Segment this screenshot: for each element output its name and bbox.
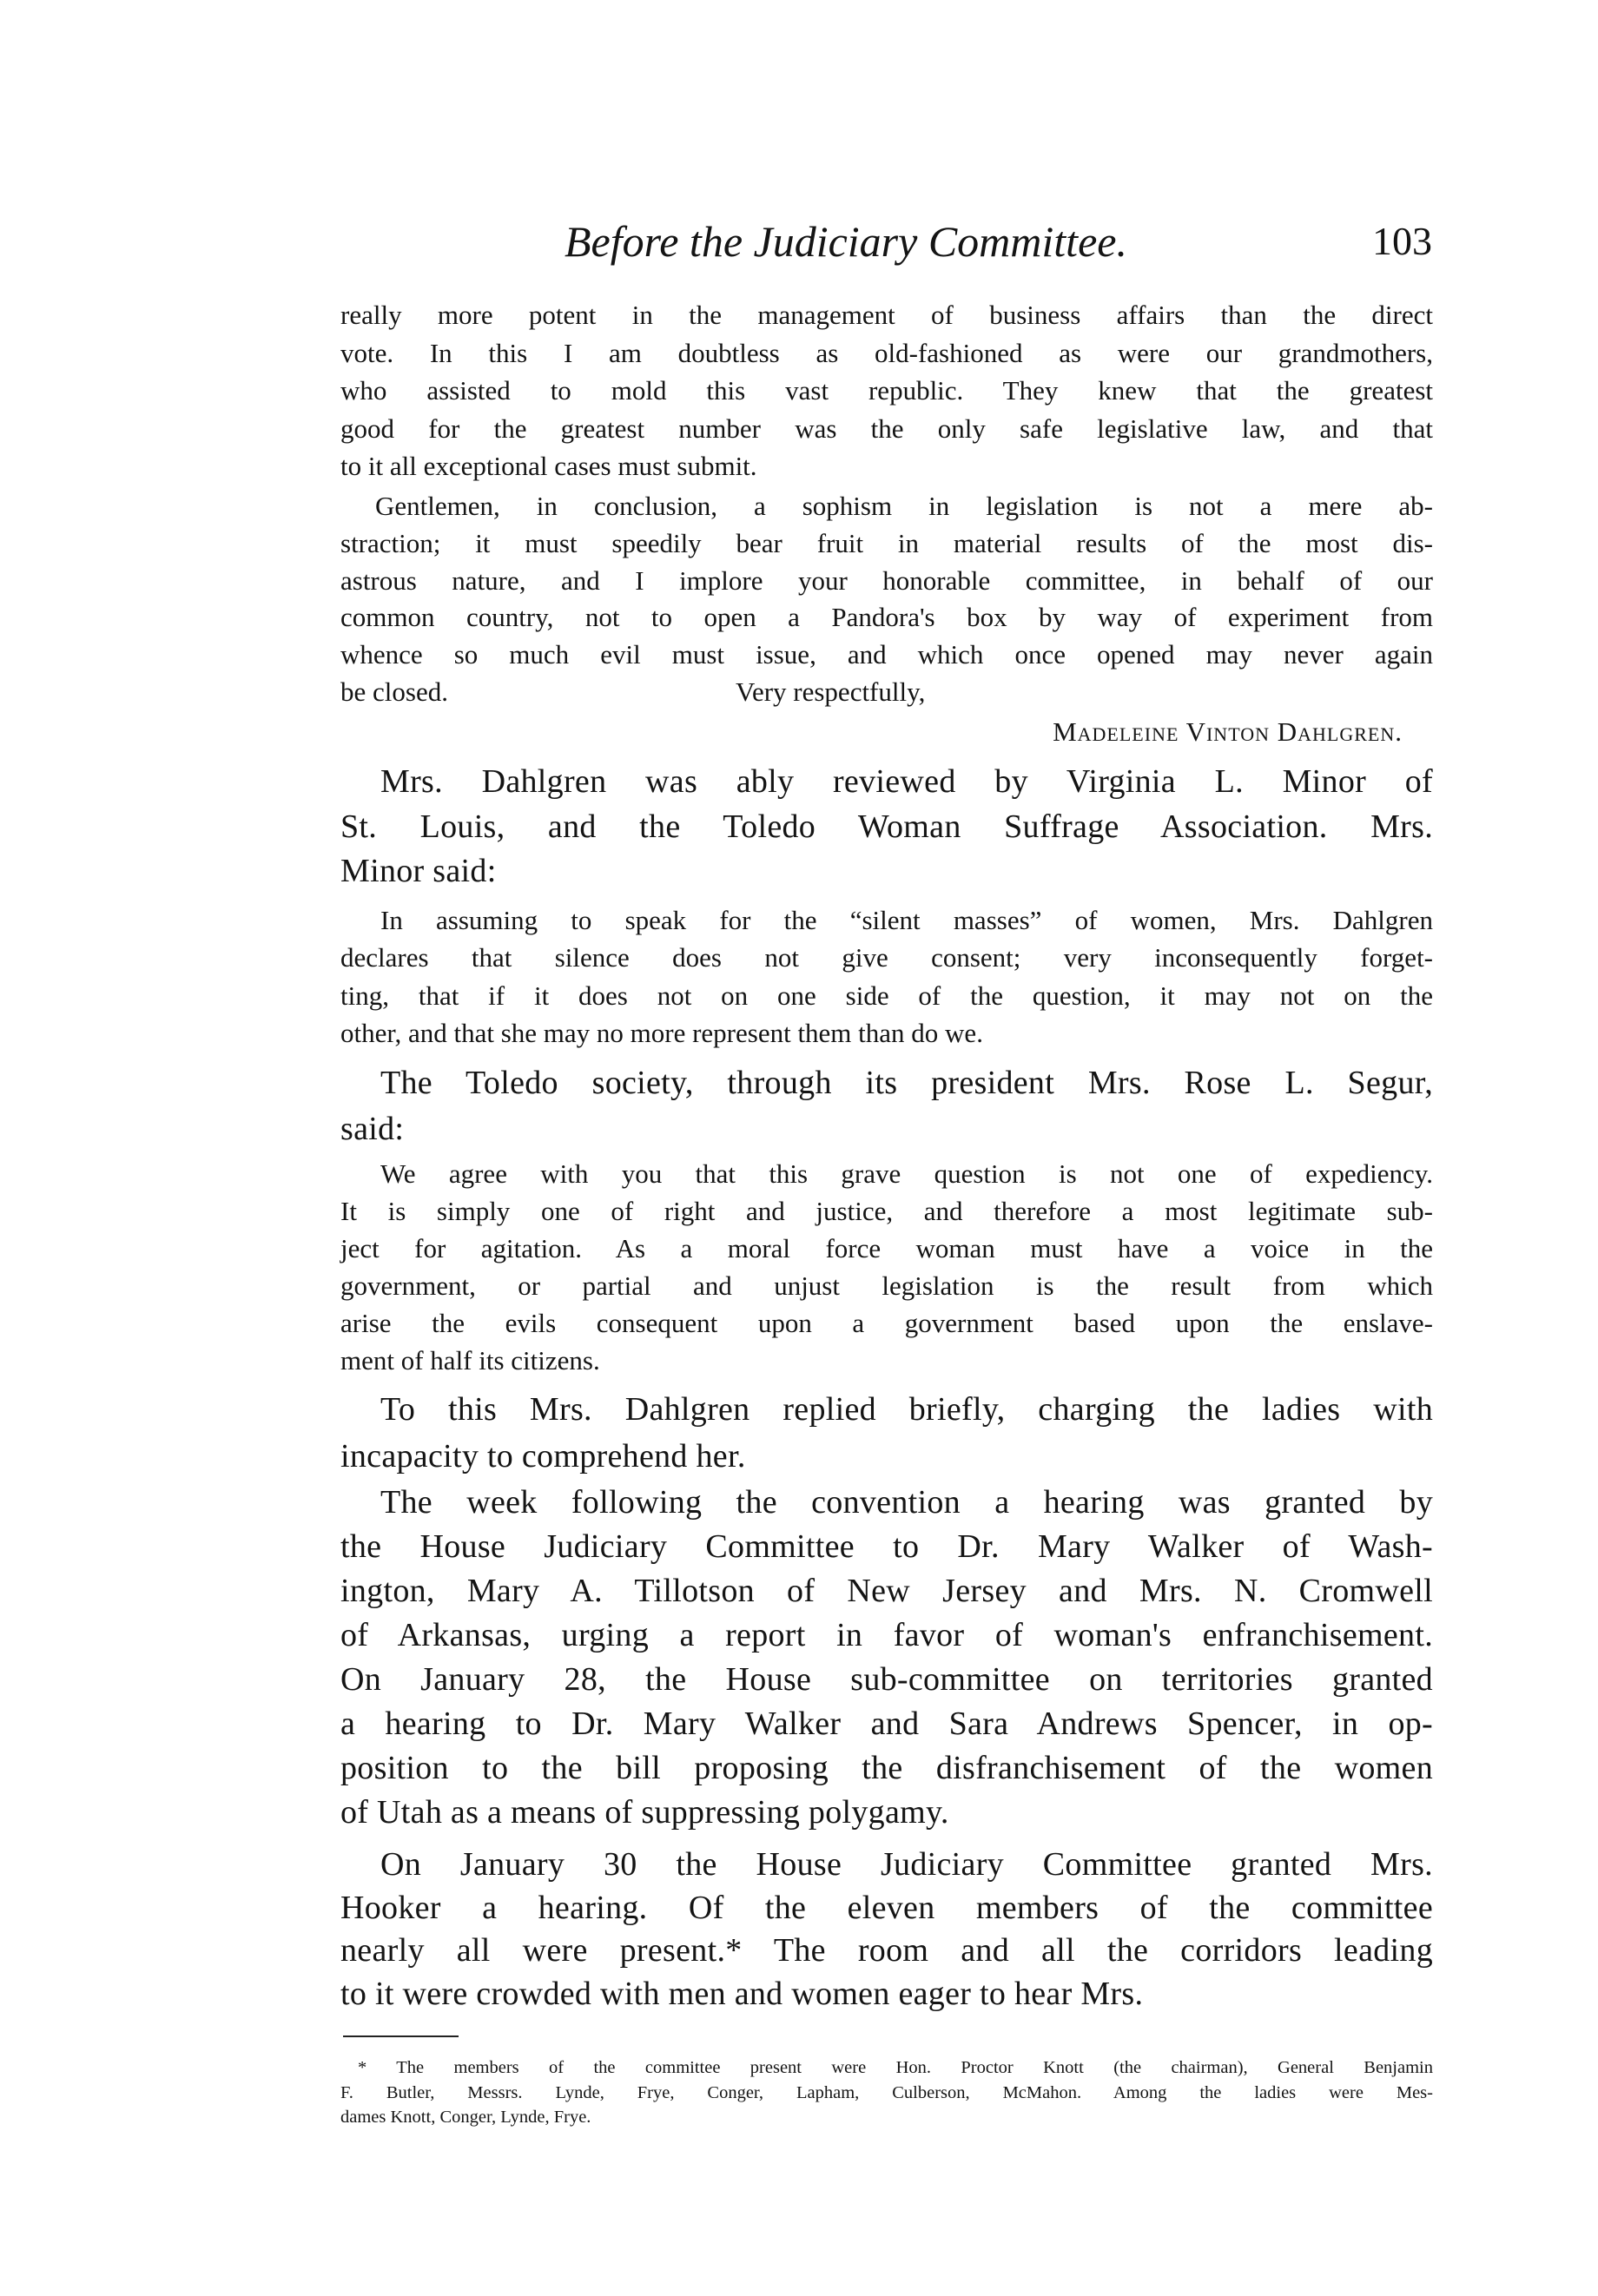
text-line: In assuming to speak for the “silent masses” of women, Mrs. Dahlgren bbox=[380, 905, 1433, 935]
text-line: of Utah as a means of suppressing polygamy. bbox=[340, 1794, 949, 1831]
text-line: To this Mrs. Dahlgren replied briefly, charging the ladies with bbox=[380, 1391, 1433, 1428]
text-line: Hooker a hearing. Of the eleven members of the committee bbox=[340, 1890, 1433, 1926]
text-line: Minor said: bbox=[340, 853, 497, 889]
footnote-line: * The members of the committee present were Hon. Proctor Knott (the chairman), General Benjamin bbox=[358, 2058, 1433, 2077]
signature: Madeleine Vinton Dahlgren. bbox=[1053, 716, 1403, 747]
text-line: to it were crowded with men and women eager to hear Mrs. bbox=[340, 1976, 1144, 2012]
footnote-line: F. Butler, Messrs. Lynde, Frye, Conger, Lapham, Culberson, McMahon. Among the ladies were Mes- bbox=[340, 2083, 1433, 2102]
text-line: ject for agitation. As a moral force woman must have a voice in the bbox=[340, 1233, 1433, 1263]
text-line: good for the greatest number was the only safe legislative law, and that bbox=[340, 413, 1433, 444]
text-line: vote. In this I am doubtless as old-fashioned as were our grandmothers, bbox=[340, 338, 1433, 368]
text-line: The Toledo society, through its president Mrs. Rose L. Segur, bbox=[380, 1065, 1433, 1101]
text-line: Mrs. Dahlgren was ably reviewed by Virginia L. Minor of bbox=[380, 763, 1433, 800]
valediction: Very respectfully, bbox=[736, 676, 926, 707]
text-line: the House Judiciary Committee to Dr. Mary Walker of Wash- bbox=[340, 1528, 1433, 1565]
text-line: On January 30 the House Judiciary Committee granted Mrs. bbox=[380, 1846, 1433, 1883]
text-line: nearly all were present.* The room and all the corridors leading bbox=[340, 1932, 1433, 1969]
page-number: 103 bbox=[1372, 219, 1432, 263]
text-line: really more potent in the management of business affairs than the direct bbox=[340, 300, 1433, 330]
text-line: said: bbox=[340, 1111, 405, 1147]
text-line: who assisted to mold this vast republic. They knew that the greatest bbox=[340, 375, 1433, 406]
footnote-rule bbox=[343, 2035, 459, 2037]
text-line: of Arkansas, urging a report in favor of woman's enfranchisement. bbox=[340, 1617, 1433, 1653]
text-line: ington, Mary A. Tillotson of New Jersey and Mrs. N. Cromwell bbox=[340, 1573, 1433, 1609]
text-line: ment of half its citizens. bbox=[340, 1345, 600, 1376]
text-line: Gentlemen, in conclusion, a sophism in legislation is not a mere ab- bbox=[375, 491, 1433, 521]
text-line: position to the bill proposing the disfranchisement of the women bbox=[340, 1750, 1433, 1786]
text-line: On January 28, the House sub-committee on territories granted bbox=[340, 1661, 1433, 1698]
text-line: declares that silence does not give consent; very inconsequently forget- bbox=[340, 942, 1433, 973]
text-line: common country, not to open a Pandora's box by way of experiment from bbox=[340, 602, 1433, 632]
text-line: ting, that if it does not on one side of the question, it may not on the bbox=[340, 980, 1433, 1011]
text-line: a hearing to Dr. Mary Walker and Sara Andrews Spencer, in op- bbox=[340, 1706, 1433, 1742]
text-line: The week following the convention a hearing was granted by bbox=[380, 1484, 1433, 1521]
text-line: It is simply one of right and justice, and therefore a most legitimate sub- bbox=[340, 1196, 1433, 1226]
text-line: to it all exceptional cases must submit. bbox=[340, 451, 757, 481]
text-line: astrous nature, and I implore your honorable committee, in behalf of our bbox=[340, 565, 1433, 596]
text-line: St. Louis, and the Toledo Woman Suffrage Association. Mrs. bbox=[340, 808, 1433, 845]
text-line: straction; it must speedily bear fruit in material results of the most dis- bbox=[340, 528, 1433, 558]
text-line: incapacity to comprehend her. bbox=[340, 1438, 746, 1475]
text-line: other, and that she may no more represent them than do we. bbox=[340, 1018, 983, 1048]
text-line: whence so much evil must issue, and which once opened may never again bbox=[340, 639, 1433, 670]
text-line: arise the evils consequent upon a government based upon the enslave- bbox=[340, 1308, 1433, 1338]
text-line: government, or partial and unjust legislation is the result from which bbox=[340, 1270, 1433, 1301]
text-line: be closed. bbox=[340, 676, 448, 707]
running-header-title: Before the Judiciary Committee. bbox=[565, 217, 1127, 266]
footnote-line: dames Knott, Conger, Lynde, Frye. bbox=[340, 2108, 591, 2127]
text-line: We agree with you that this grave question is not one of expediency. bbox=[380, 1158, 1433, 1189]
